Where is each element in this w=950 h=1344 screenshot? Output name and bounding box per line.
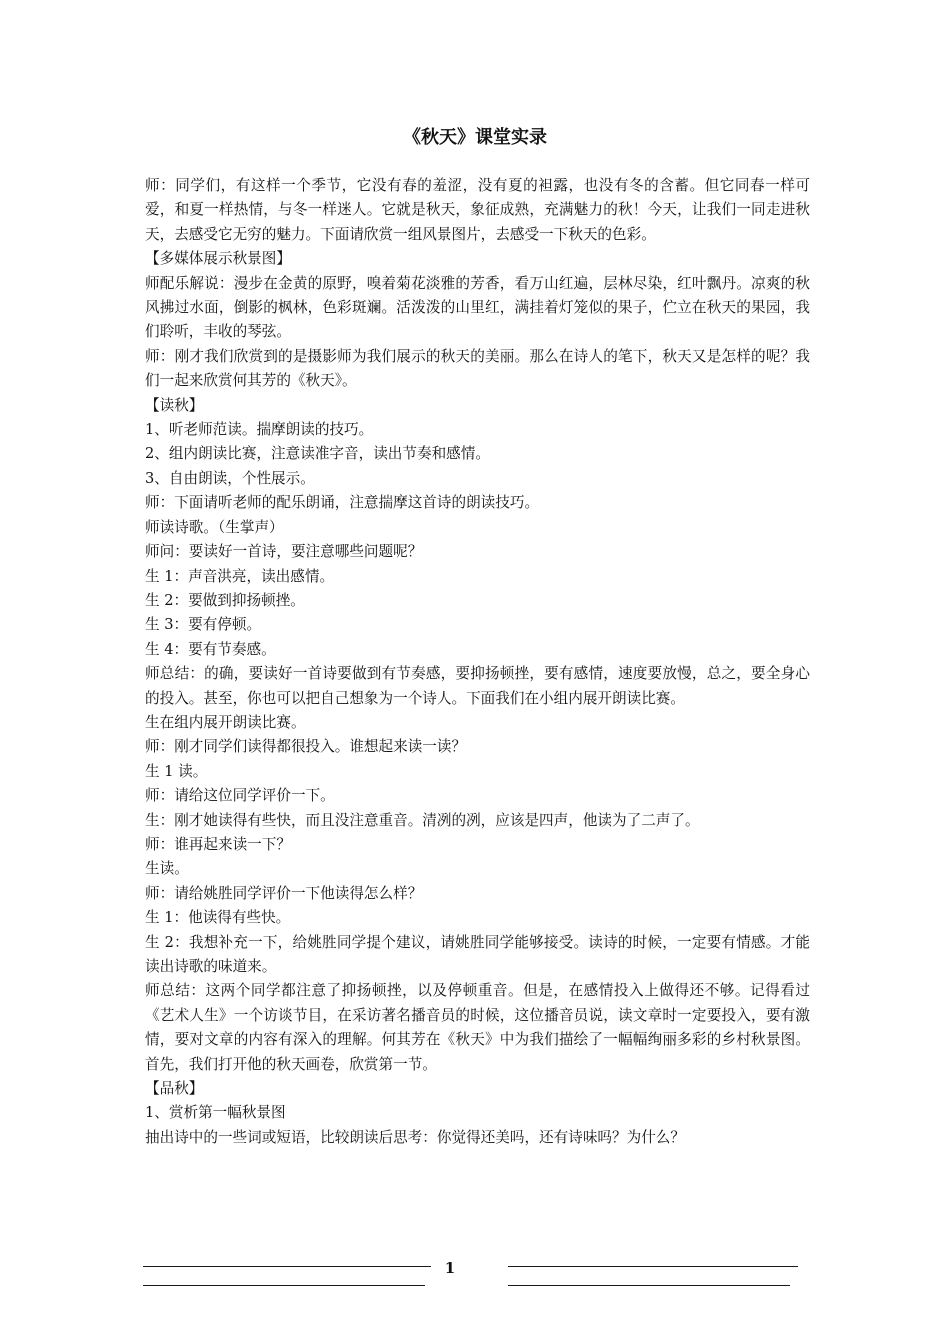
paragraph: 1、赏析第一幅秋景图 xyxy=(145,1104,286,1122)
document-body xyxy=(145,174,810,1150)
paragraph: 师：刚才我们欣赏到的是摄影师为我们展示的秋天的美丽。那么在诗人的笔下，秋天又是怎样的呢？我们一起来欣赏何其芳的《秋天》。 xyxy=(145,347,810,390)
paragraph: 师读诗歌。（生掌声） xyxy=(145,518,284,536)
paragraph: 师：同学们，有这样一个季节，它没有春的羞涩，没有夏的袒露，也没有冬的含蓄。但它同春一样可爱，和夏一样热情，与冬一样迷人。它就是秋天，象征成熟，充满魅力的秋！今天，让我们一同走进秋天，去感受它无穷的魅力。下面请欣赏一组风景图片，去感受一下秋天的色彩。 xyxy=(145,177,810,243)
document-title: 《秋天》课堂实录 xyxy=(403,127,547,148)
paragraph: 2、组内朗读比赛，注意读准字音，读出节奏和感情。 xyxy=(145,445,490,463)
footer-rule-left-upper xyxy=(143,1266,431,1267)
paragraph: 生读。 xyxy=(145,860,189,878)
footer-rule-right-lower xyxy=(508,1285,790,1286)
footer-rule-left-lower xyxy=(143,1285,425,1286)
paragraph: 生在组内展开朗读比赛。 xyxy=(145,713,306,731)
paragraph: 师问：要读好一首诗，要注意哪些问题呢？ xyxy=(145,543,423,561)
paragraph: 【品秋】 xyxy=(145,1080,204,1098)
paragraph: 【多媒体展示秋景图】 xyxy=(145,250,291,268)
paragraph: 师：谁再起来读一下？ xyxy=(145,835,291,853)
paragraph: 【读秋】 xyxy=(145,396,204,414)
page-number: 1 xyxy=(444,1259,456,1277)
paragraph: 师：刚才同学们读得都很投入。谁想起来读一读？ xyxy=(145,738,467,756)
paragraph: 生：刚才她读得有些快，而且没注意重音。清冽的冽，应该是四声，他读为了二声了。 xyxy=(145,811,700,829)
paragraph: 生 1 读。 xyxy=(145,762,208,780)
paragraph: 抽出诗中的一些词或短语，比较朗读后思考：你觉得还美吗，还有诗味吗？为什么？ xyxy=(145,1128,685,1146)
footer-rule-right-upper xyxy=(508,1266,798,1267)
paragraph: 师：下面请听老师的配乐朗诵，注意揣摩这首诗的朗读技巧。 xyxy=(145,494,540,512)
paragraph: 生 3：要有停顿。 xyxy=(145,616,262,634)
paragraph: 生 4：要有节奏感。 xyxy=(145,640,276,658)
paragraph: 生 2：要做到抑扬顿挫。 xyxy=(145,591,305,609)
paragraph: 生 1：声音洪亮，读出感情。 xyxy=(145,567,335,585)
paragraph: 生 2：我想补充一下，给姚胜同学提个建议，请姚胜同学能够接受。读诗的时候，一定要有情感。才能读出诗歌的味道来。 xyxy=(145,933,810,975)
paragraph: 师总结：的确，要读好一首诗要做到有节奏感，要抑扬顿挫，要有感情，速度要放慢，总之，要全身心的投入。甚至，你也可以把自己想象为一个诗人。下面我们在小组内展开朗读比赛。 xyxy=(145,665,810,707)
page-footer xyxy=(0,1258,950,1298)
paragraph: 3、自由朗读，个性展示。 xyxy=(145,469,315,487)
paragraph: 1、听老师范读。揣摩朗读的技巧。 xyxy=(145,421,374,439)
paragraph: 师：请给这位同学评价一下。 xyxy=(145,787,335,805)
paragraph: 生 1：他读得有些快。 xyxy=(145,909,291,927)
paragraph: 师配乐解说：漫步在金黄的原野，嗅着菊花淡雅的芳香，看万山红遍，层林尽染，红叶飘丹。凉爽的秋风拂过水面，倒影的枫林，色彩斑斓。活泼泼的山里红，满挂着灯笼似的果子，伫立在秋天的果园，我们聆听，丰收的琴弦。 xyxy=(145,274,810,341)
paragraph: 师：请给姚胜同学评价一下他读得怎么样？ xyxy=(145,884,423,902)
paragraph: 师总结：这两个同学都注意了抑扬顿挫，以及停顿重音。但是，在感情投入上做得还不够。记得看过《艺术人生》一个访谈节目，在采访著名播音员的时候，这位播音员说，读文章时一定要投入，要有激情，要对文章的内容有深入的理解。何其芳在《秋天》中为我们描绘了一幅幅绚丽多彩的乡村秋景图。首先，我们打开他的秋天画卷，欣赏第一节。 xyxy=(145,982,810,1073)
